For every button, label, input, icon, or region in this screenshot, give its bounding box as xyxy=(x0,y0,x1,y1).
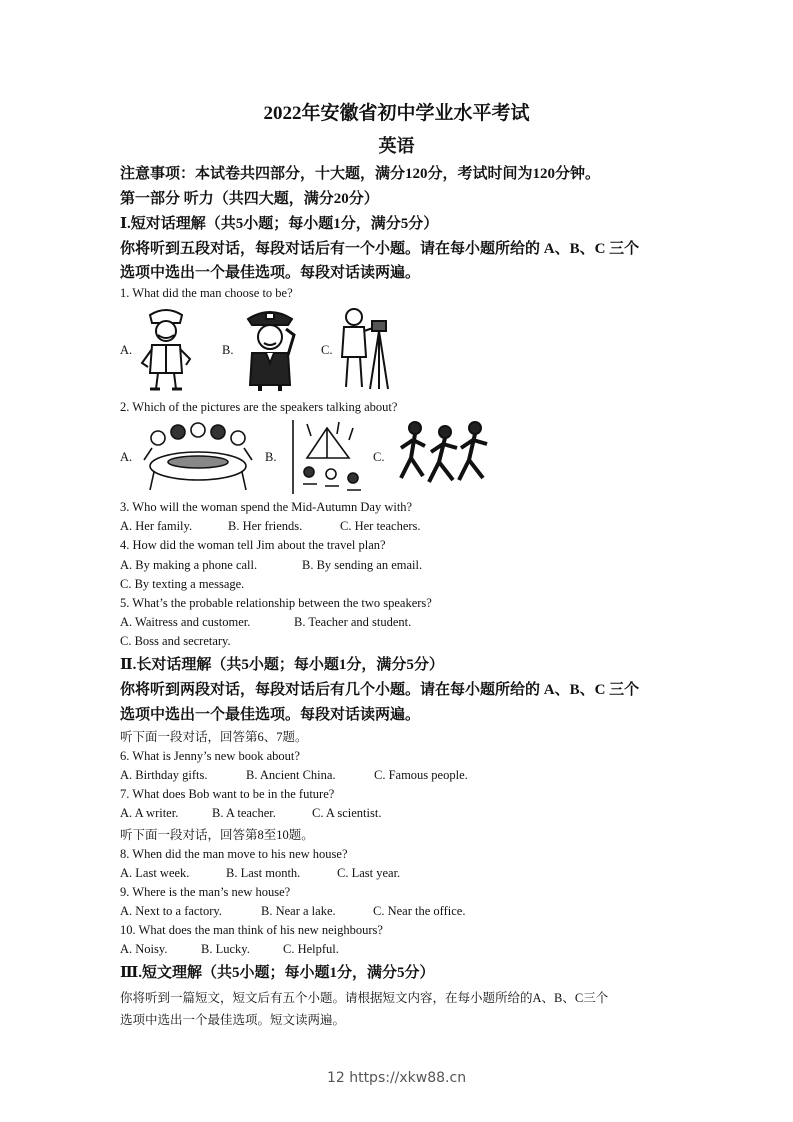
runners-image xyxy=(395,418,491,494)
q2-label-b: B. xyxy=(265,450,277,464)
police-officer-image xyxy=(238,305,302,393)
q1-stem: 1. What did the man choose to be? xyxy=(120,286,293,300)
section2-instruction-2: 选项中选出一个最佳选项。每段对话读两遍。 xyxy=(120,707,421,723)
q8-stem: 8. When did the man move to his new house? xyxy=(120,847,348,861)
q9-option-c[interactable]: C. Near the office. xyxy=(373,904,466,918)
section3-instruction-1: 你将听到一篇短文，短文后有五个小题。请根据短文内容，在每小题所给的A、B、C三个 xyxy=(120,991,609,1005)
q6-stem: 6. What is Jenny’s new book about? xyxy=(120,749,300,763)
q5-options xyxy=(120,615,411,630)
q8-option-a[interactable]: A. Last week. xyxy=(120,866,190,880)
q9-stem: 9. Where is the man’s new house? xyxy=(120,885,291,899)
q8-options xyxy=(120,866,400,881)
part1-heading: 第一部分 听力（共四大题，满分20分） xyxy=(120,191,379,207)
q10-option-a[interactable]: A. Noisy. xyxy=(120,942,168,956)
q3-option-a[interactable]: A. Her family. xyxy=(120,519,193,533)
q5-stem: 5. What’s the probable relationship between the two speakers? xyxy=(120,596,432,610)
q4-option-c[interactable]: C. By texting a message. xyxy=(120,577,245,591)
section1-heading: Ⅰ.短对话理解（共5小题；每小题1分，满分5分） xyxy=(120,216,439,232)
section3-heading: Ⅲ.短文理解（共5小题；每小题1分，满分5分） xyxy=(120,965,435,981)
doctor-image xyxy=(136,305,196,393)
section3-instruction-2: 选项中选出一个最佳选项。短文读两遍。 xyxy=(120,1013,346,1027)
q7-options xyxy=(120,806,381,821)
exam-title: 2022年安徽省初中学业水平考试 xyxy=(263,103,530,124)
q5-option-a[interactable]: A. Waitress and customer. xyxy=(120,615,251,629)
q5-option-b[interactable]: B. Teacher and student. xyxy=(294,615,412,629)
q3-options xyxy=(120,519,421,534)
q2-label-a: A. xyxy=(120,450,133,464)
section2-sub-1: 听下面一段对话，回答第6、7题。 xyxy=(120,730,308,744)
notice-line: 注意事项：本试卷共四部分，十大题，满分120分，考试时间为120分钟。 xyxy=(120,166,601,182)
q2-label-c: C. xyxy=(373,450,385,464)
q6-option-c[interactable]: C. Famous people. xyxy=(374,768,468,782)
q3-option-c[interactable]: C. Her teachers. xyxy=(340,519,421,533)
q7-option-c[interactable]: C. A scientist. xyxy=(312,806,382,820)
q5-option-c[interactable]: C. Boss and secretary. xyxy=(120,634,231,648)
q4-option-a[interactable]: A. By making a phone call. xyxy=(120,558,258,572)
section1-instruction-2: 选项中选出一个最佳选项。每段对话读两遍。 xyxy=(120,265,421,281)
exam-subject: 英语 xyxy=(378,136,415,156)
q4-option-b[interactable]: B. By sending an email. xyxy=(302,558,423,572)
photographer-image xyxy=(334,303,394,393)
q3-stem: 3. Who will the woman spend the Mid-Autumn Day with? xyxy=(120,500,413,514)
q1-label-c: C. xyxy=(321,343,333,357)
section2-instruction-1: 你将听到两段对话，每段对话后有几个小题。请在每小题所给的 A、B、C 三个 xyxy=(120,682,640,698)
q4-stem: 4. How did the woman tell Jim about the travel plan? xyxy=(120,538,386,552)
q6-options xyxy=(120,768,468,783)
q6-option-b[interactable]: B. Ancient China. xyxy=(246,768,336,782)
footer-watermark: 12 https://xkw88.cn xyxy=(326,1070,467,1086)
q10-stem: 10. What does the man think of his new neighbours? xyxy=(120,923,383,937)
q3-option-b[interactable]: B. Her friends. xyxy=(228,519,303,533)
q9-option-b[interactable]: B. Near a lake. xyxy=(261,904,336,918)
q10-option-c[interactable]: C. Helpful. xyxy=(283,942,339,956)
q4-options xyxy=(120,558,422,573)
q2-stem: 2. Which of the pictures are the speakers talking about? xyxy=(120,400,398,414)
q7-option-b[interactable]: B. A teacher. xyxy=(212,806,276,820)
q10-options xyxy=(120,942,339,957)
q10-option-b[interactable]: B. Lucky. xyxy=(201,942,250,956)
section2-sub-2: 听下面一段对话，回答第8至10题。 xyxy=(120,828,314,842)
q1-label-a: A. xyxy=(120,343,133,357)
section2-heading: Ⅱ.长对话理解（共5小题；每小题1分，满分5分） xyxy=(120,657,444,673)
q7-stem: 7. What does Bob want to be in the future? xyxy=(120,787,335,801)
q6-option-a[interactable]: A. Birthday gifts. xyxy=(120,768,208,782)
section1-instruction-1: 你将听到五段对话，每段对话后有一个小题。请在每小题所给的 A、B、C 三个 xyxy=(120,241,640,257)
q9-option-a[interactable]: A. Next to a factory. xyxy=(120,904,222,918)
q7-option-a[interactable]: A. A writer. xyxy=(120,806,179,820)
q8-option-b[interactable]: B. Last month. xyxy=(226,866,301,880)
camping-image xyxy=(287,418,369,496)
family-dinner-image xyxy=(140,420,256,492)
q9-options xyxy=(120,904,465,919)
q8-option-c[interactable]: C. Last year. xyxy=(337,866,401,880)
q1-label-b: B. xyxy=(222,343,234,357)
